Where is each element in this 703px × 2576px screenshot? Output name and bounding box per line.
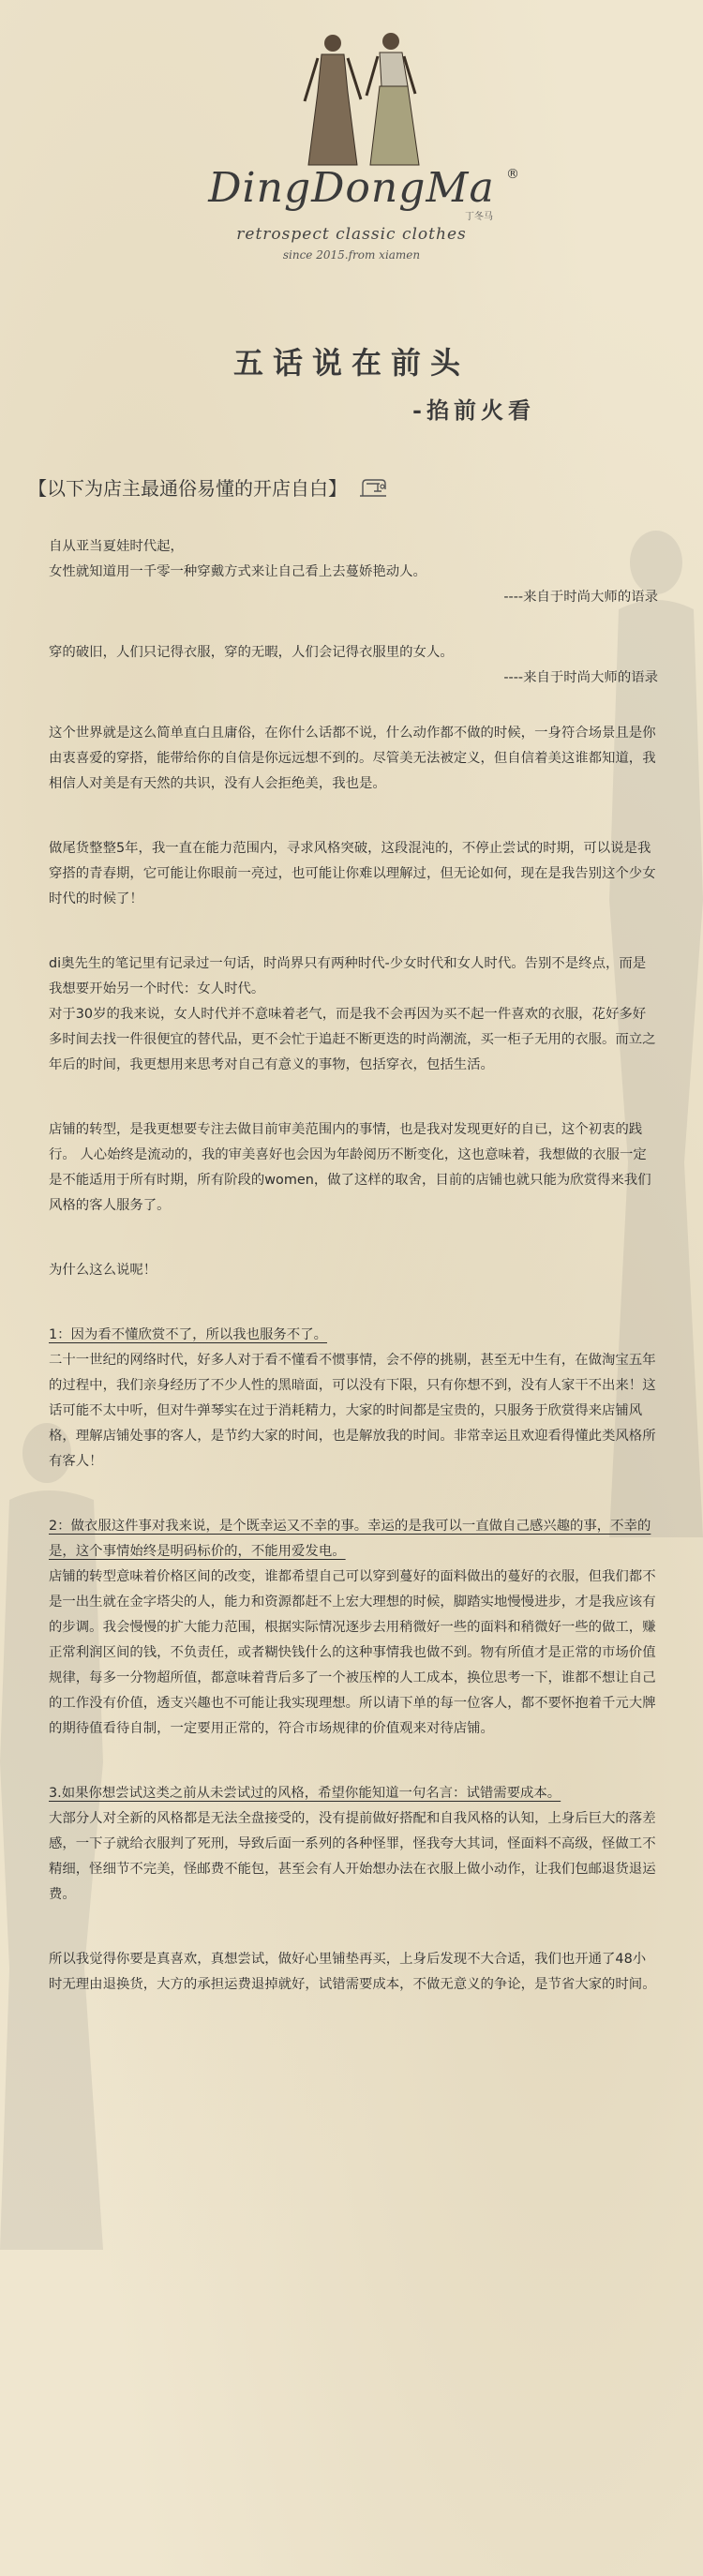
- section-heading: 3.如果你想尝试这类之前从未尝试过的风格，希望你能知道一句名言：试错需要成本。: [49, 1786, 561, 1801]
- page-subtitle: -掐前火看: [412, 397, 535, 424]
- quote-line: 女性就知道用一千零一种穿戴方式来让自己看上去蔓娇艳动人。: [49, 564, 426, 579]
- brand-header: [0, 0, 703, 281]
- paragraph: 店铺的转型意味着价格区间的改变，谁都希望自己可以穿到蔓好的面料做出的蔓好的衣服，但我们都不是一出生就在金字塔尖的人，能力和资源都赶不上宏大理想的时候，脚踏实地慢慢进步，才是我应该有的步调。我会慢慢的扩大能力范围，根据实际情况逐步去用稍微好一些的面料和稍微好一些的做工，赚正常利润区间的钱，不负责任，或者糊快钱什么的这种事情我也做不到。物有所值才是正常的市场价值规律，每多一分物超所值，都意味着背后多了一个被压榨的人工成本，换位思考一下，谁都不想让自己的工作没有价值，透支兴趣也不可能让我实现理想。所以请下单的每一位客人，都不要怀抱着千元大牌的期待值看待自制，一定要用正常的，符合市场规律的价值观来对待店铺。: [49, 1569, 656, 1736]
- paragraph: 为什么这么说呢！: [49, 1263, 157, 1278]
- brand-logo: DingDongMa: [208, 164, 495, 212]
- fashion-illustration-icon: [267, 26, 455, 167]
- section-heading: 2：做衣服这件事对我来说，是个既幸运又不幸的事。幸运的是我可以一直做自己感兴趣的事，不幸的是，这个事情始终是明码标价的，不能用爱发电。: [49, 1519, 651, 1559]
- brand-since: since 2015.from xiamen: [282, 248, 421, 262]
- quote-signature: ----来自于时尚大师的语录: [503, 590, 658, 605]
- paragraph: 做尾货整整5年，我一直在能力范围内，寻求风格突破，这段混沌的，不停止尝试的时期，可以说是我穿搭的青春期，它可能让你眼前一亮过，也可能让你难以理解过，但无论如何，现在是我告别这个少女时代的时候了！: [49, 841, 656, 906]
- section-heading: 1：因为看不懂欣赏不了，所以我也服务不了。: [49, 1327, 327, 1342]
- quote-line: 穿的破旧，人们只记得衣服，穿的无暇，人们会记得衣服里的女人。: [49, 645, 454, 660]
- quote-line: 自从亚当夏娃时代起，: [49, 539, 184, 554]
- paragraph: 二十一世纪的网络时代，好多人对于看不懂看不惯事情，会不停的挑剔，甚至无中生有，在做淘宝五年的过程中，我们亲身经历了不少人性的黑暗面，可以没有下限，只有你想不到，没有人家干不出来！这话可能不太中听，但对牛弹琴实在过于消耗精力，大家的时间都是宝贵的，只服务于欣赏得来店铺风格，理解店铺处事的客人，是节约大家的时间，也是解放我的时间。非常幸运且欢迎看得懂此类风格所有客人！: [49, 1353, 656, 1469]
- paragraph: 所以我觉得你要是真喜欢，真想尝试，做好心里铺垫再买，上身后发现不大合适，我们也开通了48小时无理由退换货，大方的承担运费退掉就好，试错需要成本，不做无意义的争论，是节省大家的时间。: [49, 1952, 656, 1992]
- brand-chinese-name: 丁冬马: [465, 212, 493, 222]
- paragraph: 对于30岁的我来说，女人时代并不意味着老气，而是我不会再因为买不起一件喜欢的衣服，花好多好多时间去找一件很便宜的替代品，更不会忙于追赶不断更迭的时尚潮流，买一柜子无用的衣服。而立之年后的时间，我更想用来思考对自己有意义的事物，包括穿衣，包括生活。: [49, 1007, 656, 1072]
- paragraph: 店铺的转型，是我更想要专注去做目前审美范围内的事情，也是我对发现更好的自已，这个初衷的践行。 人心始终是流动的，我的审美喜好也会因为年龄阅历不断变化，这也意味着，我想做的衣服一定是不能适用于所有时期，所有阶段的women，做了这样的取舍，目前的店铺也就只能为欣赏得来我们风格的客人服务了。: [49, 1122, 651, 1213]
- brand-tagline: retrospect classic clothes: [236, 225, 467, 244]
- paragraph: di奥先生的笔记里有记录过一句话，时尚界只有两种时代-少女时代和女人时代。告别不是终点，而是我想要开始另一个时代：女人时代。: [49, 956, 647, 996]
- intro-label: 【以下为店主最通俗易懂的开店自白】: [28, 477, 347, 500]
- page-title: 五话说在前头: [232, 345, 470, 381]
- quote-signature: ----来自于时尚大师的语录: [503, 670, 658, 685]
- sewing-machine-icon: [357, 476, 389, 499]
- paragraph: 这个世界就是这么简单直白且庸俗，在你什么话都不说，什么动作都不做的时候，一身符合场景且是你由衷喜爱的穿搭，能带给你的自信是你远远想不到的。尽管美无法被定义，但自信着美这谁都知道，我相信人对美是有天然的共识，没有人会拒绝美，我也是。: [49, 726, 656, 791]
- registered-mark: ®: [506, 167, 519, 182]
- article-body: [49, 534, 658, 1998]
- intro-row: [28, 473, 389, 502]
- paragraph: 大部分人对全新的风格都是无法全盘接受的，没有提前做好搭配和自我风格的认知，上身后巨大的落差感，一下子就给衣服判了死刑，导致后面一系列的各种怪罪，怪我夸大其词，怪面料不高级，怪做工不精细，怪细节不完美，怪邮费不能包，甚至会有人开始想办法在衣服上做小动作，让我们包邮退货退运费。: [49, 1811, 656, 1902]
